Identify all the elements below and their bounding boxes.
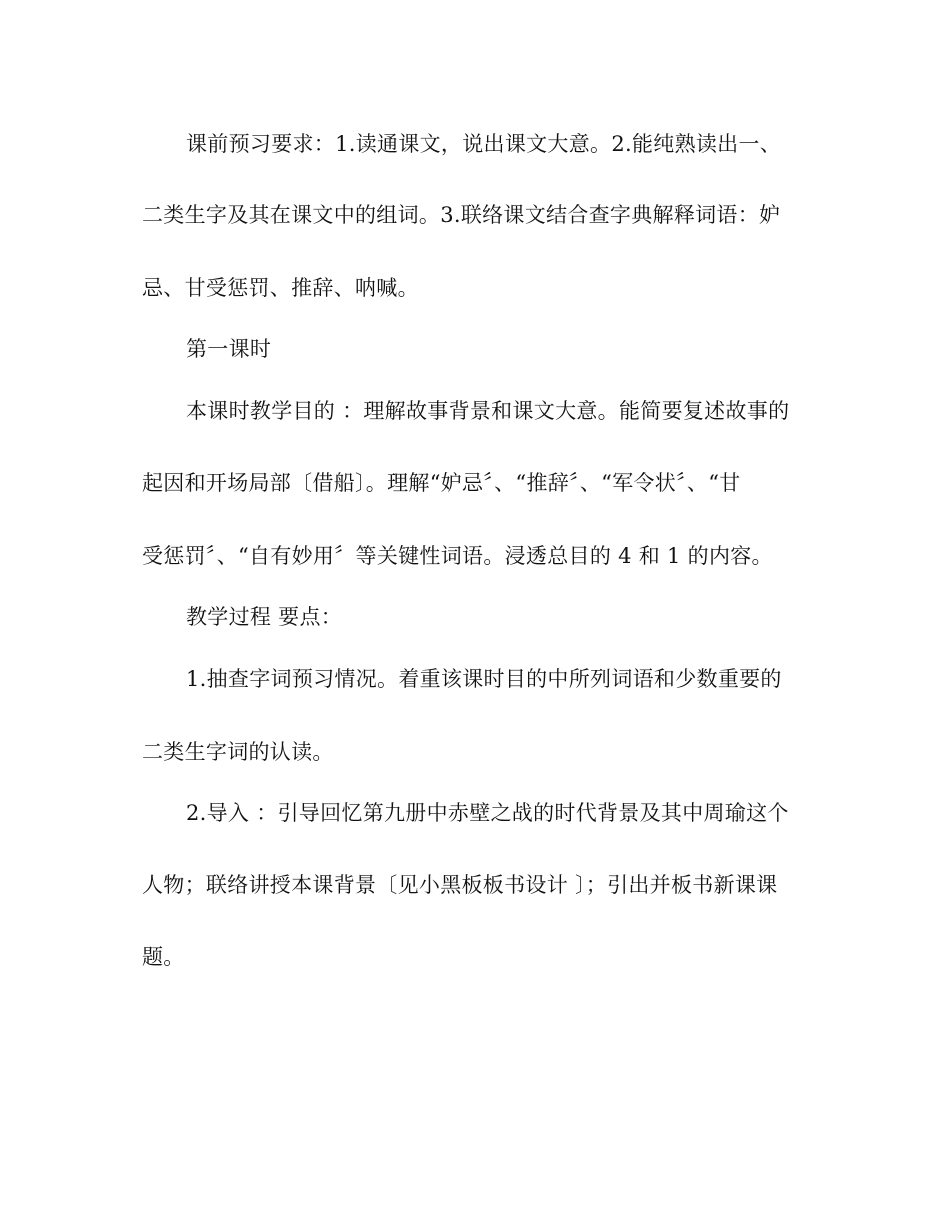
text-line: 受惩罚〞、“自有妙用〞等关键性词语。浸透总目的 4 和 1 的内容。 [142,544,773,568]
text-line: 人物；联络讲授本课背景〔见小黑板板书设计 〕；引出并板书新课课 [142,873,778,897]
text-line: 教学过程 要点： [186,605,343,629]
text-line: 忌、甘受惩罚、推辞、呐喊。 [142,276,419,300]
text-line: 二类生字及其在课文中的组词。3.联络课文结合查字典解释词语：妒 [142,203,781,227]
section-heading: 第一课时 [186,337,272,361]
text-line: 1.抽查字词预习情况。着重该课时目的中所列词语和少数重要的 [186,667,782,691]
text-line: 课前预习要求：1.读通课文，说出课文大意。2.能纯熟读出一、 [186,132,782,156]
text-line: 本课时教学目的 ：理解故事背景和课文大意。能简要复述故事的 [186,399,790,423]
text-line: 题。 [142,945,185,969]
text-line: 2.导入 ：引导回忆第九册中赤壁之战的时代背景及其中周瑜这个 [186,801,789,825]
text-line: 二类生字词的认读。 [142,740,334,764]
text-line: 起因和开场局部〔借船〕。理解“妒忌〞、“推辞〞、“军令状〞、“甘 [142,471,741,495]
